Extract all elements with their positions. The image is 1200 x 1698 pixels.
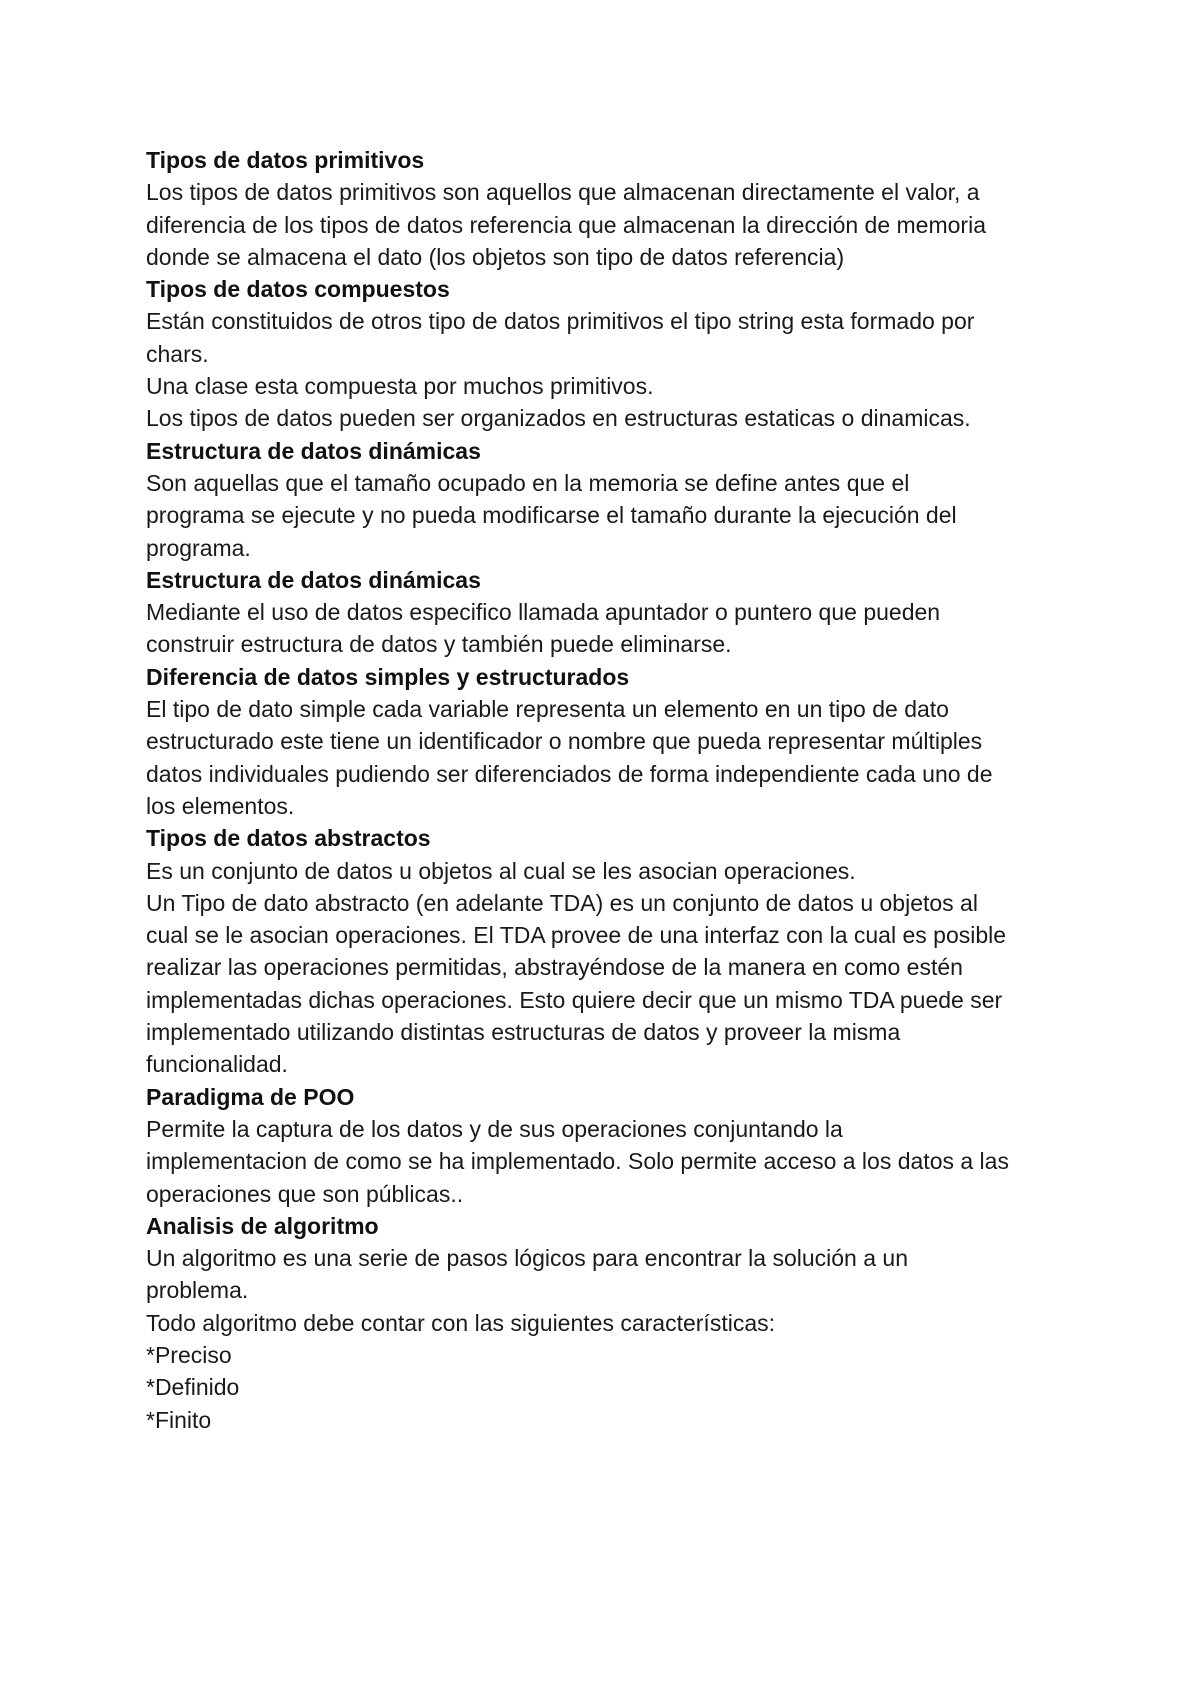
- text-line: operaciones que son públicas..: [146, 1180, 464, 1207]
- section-heading: Tipos de datos compuestos: [146, 276, 450, 303]
- section-heading: Estructura de datos dinámicas: [146, 566, 481, 593]
- section-paragraph: [146, 176, 1086, 273]
- text-line: *Definido: [146, 1374, 240, 1401]
- section-paragraph: [146, 305, 1086, 370]
- section-heading: Paradigma de POO: [146, 1083, 355, 1110]
- section-paragraph: [146, 467, 1086, 564]
- text-line: chars.: [146, 340, 209, 367]
- text-line: Los tipos de datos primitivos son aquellos que almacenan directamente el valor, a: [146, 179, 980, 206]
- section-paragraph: [146, 1242, 1086, 1307]
- text-line: implementadas dichas operaciones. Esto quiere decir que un mismo TDA puede ser: [146, 986, 1003, 1013]
- text-line: *Finito: [146, 1406, 212, 1433]
- text-line: Es un conjunto de datos u objetos al cual se les asocian operaciones.: [146, 857, 856, 884]
- text-line: Un Tipo de dato abstracto (en adelante TDA) es un conjunto de datos u objetos al: [146, 889, 978, 916]
- text-line: estructurado este tiene un identificador o nombre que pueda representar múltiples: [146, 728, 983, 755]
- text-line: Todo algoritmo debe contar con las siguientes características:: [146, 1309, 775, 1336]
- text-line: El tipo de dato simple cada variable representa un elemento en un tipo de dato: [146, 696, 949, 723]
- text-line: diferencia de los tipos de datos referencia que almacenan la dirección de memoria: [146, 211, 986, 238]
- section-heading: Tipos de datos primitivos: [146, 147, 425, 173]
- text-line: Permite la captura de los datos y de sus operaciones conjuntando la: [146, 1115, 843, 1142]
- text-line: implementacion de como se ha implementado. Solo permite acceso a los datos a las: [146, 1148, 1009, 1175]
- section-paragraph: [146, 1404, 1086, 1436]
- text-line: funcionalidad.: [146, 1051, 288, 1078]
- section-paragraph: [146, 1113, 1086, 1210]
- section-heading: Analisis de algoritmo: [146, 1212, 379, 1239]
- section-paragraph: [146, 855, 1086, 887]
- text-line: cual se le asocian operaciones. El TDA provee de una interfaz con la cual es posible: [146, 922, 1007, 949]
- text-line: Son aquellas que el tamaño ocupado en la memoria se define antes que el: [146, 469, 910, 496]
- text-line: Una clase esta compuesta por muchos primitivos.: [146, 373, 654, 400]
- text-line: Un algoritmo es una serie de pasos lógicos para encontrar la solución a un: [146, 1245, 908, 1272]
- section-paragraph: [146, 693, 1086, 822]
- section-paragraph: [146, 596, 1086, 661]
- section-paragraph: [146, 1371, 1086, 1403]
- section-heading: Diferencia de datos simples y estructurados: [146, 663, 630, 690]
- text-line: programa.: [146, 534, 251, 561]
- text-line: problema.: [146, 1277, 249, 1304]
- section-paragraph: [146, 1307, 1086, 1339]
- text-line: datos individuales pudiendo ser diferenciados de forma independiente cada uno de: [146, 760, 993, 787]
- section-paragraph: [146, 887, 1086, 1081]
- text-line: programa se ejecute y no pueda modificarse el tamaño durante la ejecución del: [146, 502, 957, 529]
- section-paragraph: [146, 370, 1086, 402]
- text-line: construir estructura de datos y también puede eliminarse.: [146, 631, 732, 658]
- text-line: implementado utilizando distintas estructuras de datos y proveer la misma: [146, 1019, 901, 1046]
- section-paragraph: [146, 1339, 1086, 1371]
- text-line: Están constituidos de otros tipo de datos primitivos el tipo string esta formado por: [146, 308, 975, 335]
- text-line: *Preciso: [146, 1341, 232, 1368]
- text-line: Mediante el uso de datos especifico llamada apuntador o puntero que pueden: [146, 599, 941, 626]
- section-paragraph: [146, 402, 1086, 434]
- text-line: Los tipos de datos pueden ser organizados en estructuras estaticas o dinamicas.: [146, 405, 971, 432]
- text-line: realizar las operaciones permitidas, abstrayéndose de la manera en como estén: [146, 954, 963, 981]
- section-heading: Estructura de datos dinámicas: [146, 437, 481, 464]
- text-line: donde se almacena el dato (los objetos son tipo de datos referencia): [146, 243, 845, 270]
- section-heading: Tipos de datos abstractos: [146, 825, 431, 852]
- document-body: [146, 144, 1086, 1436]
- text-line: los elementos.: [146, 792, 295, 819]
